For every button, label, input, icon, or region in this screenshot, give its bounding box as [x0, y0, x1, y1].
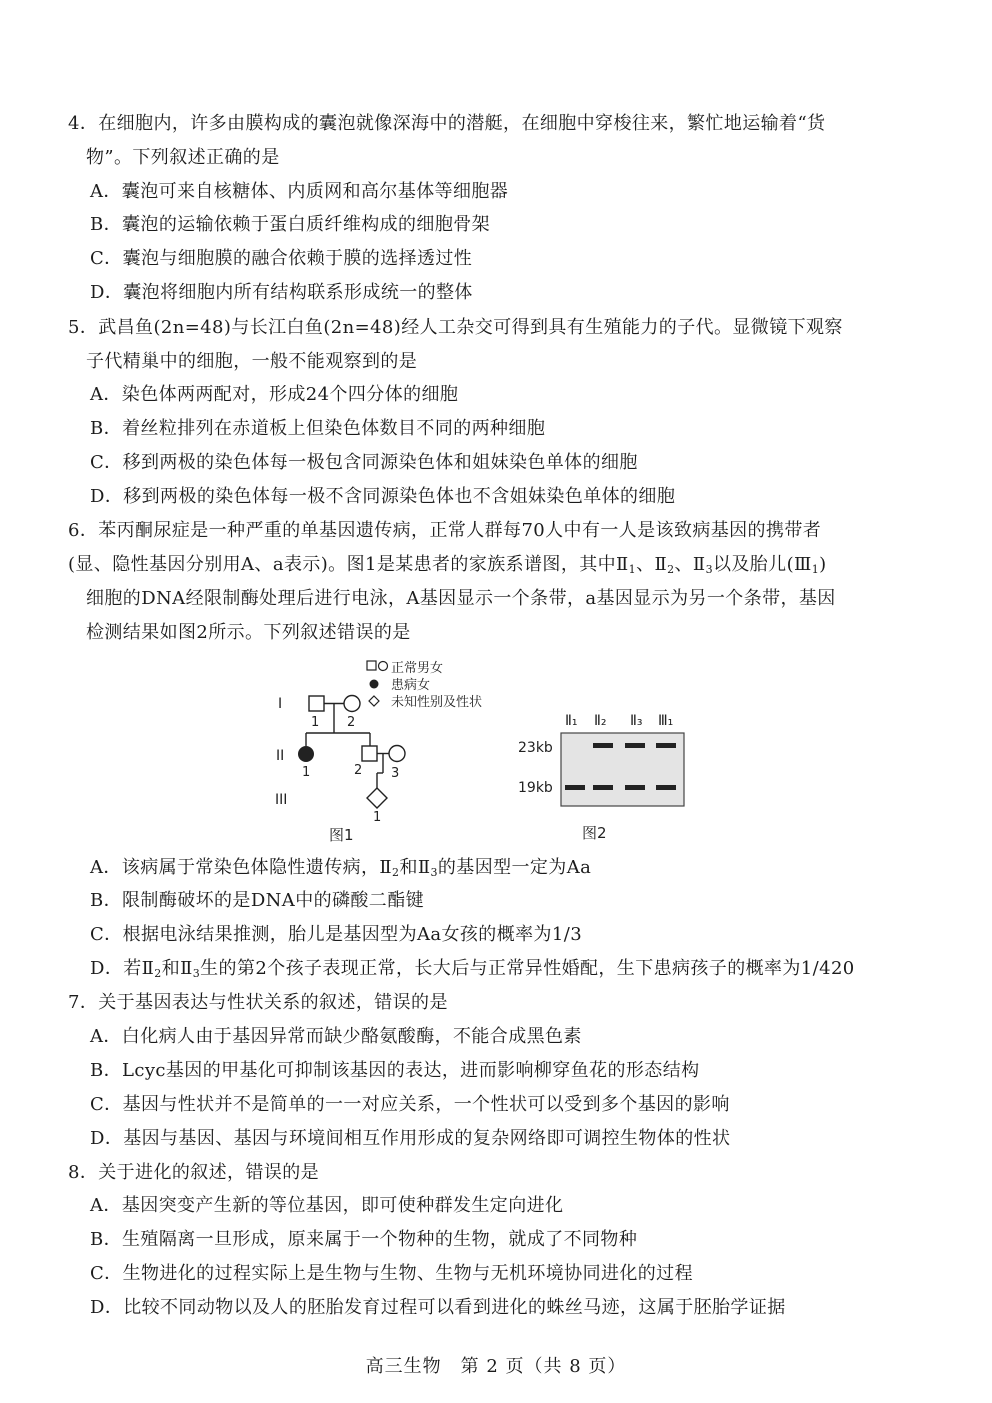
q5-stem-line2: 子代精巢中的细胞，一般不能观察到的是 — [86, 351, 418, 372]
band-size-23kb: 23kb — [518, 740, 553, 756]
pedigree-figure — [270, 658, 520, 848]
gen2-label-1: 1 — [302, 765, 311, 780]
page-footer: 高三生物 第 2 页（共 8 页） — [365, 1356, 627, 1377]
q6-stem-line1: 6．苯丙酮尿症是一种严重的单基因遗传病，正常人群每70人中有一人是该致病基因的携带者 — [68, 520, 822, 541]
band-19kb-II2 — [593, 785, 613, 790]
gen1-female-circle — [344, 696, 360, 712]
gen1-label-2: 2 — [347, 715, 356, 730]
band-23kb-II2 — [593, 743, 613, 748]
lane-label-II3: Ⅱ₃ — [630, 713, 643, 729]
figure2-caption: 图2 — [582, 824, 607, 842]
lane-label-II1: Ⅱ₁ — [565, 713, 578, 729]
gen1-label-1: 1 — [311, 715, 320, 730]
q7-stem: 7．关于基因表达与性状关系的叙述，错误的是 — [68, 992, 448, 1013]
band-19kb-II3 — [625, 785, 645, 790]
band-23kb-III1 — [656, 743, 676, 748]
q6-option-c: C．根据电泳结果推测，胎儿是基因型为Aa女孩的概率为1/3 — [90, 924, 583, 945]
figure1-caption: 图1 — [329, 826, 354, 844]
q8-option-c: C．生物进化的过程实际上是生物与生物、生物与无机环境协同进化的过程 — [90, 1263, 693, 1284]
q6-option-d: D．若$Ⅱ_2$和$Ⅱ_3$生的第2个孩子表现正常，长大后与正常异性婚配，生下患病孩子的概率为1/420 — [90, 958, 855, 980]
q6-stem-line3: 细胞的DNA经限制酶处理后进行电泳，A基因显示一个条带，a基因显示为另一个条带，基因 — [86, 588, 836, 609]
legend-unknown-label: 未知性别及性状 — [391, 695, 483, 710]
q6-option-a: A．该病属于常染色体隐性遗传病，$Ⅱ_2$和$Ⅱ_3$的基因型一定为Aa — [90, 857, 592, 879]
q7-option-b: B．Lcyc基因的甲基化可抑制该基因的表达，进而影响柳穿鱼花的形态结构 — [90, 1060, 700, 1081]
q5-option-a: A．染色体两两配对，形成24个四分体的细胞 — [90, 384, 459, 405]
gen2-affected-female-circle — [298, 746, 314, 762]
q4-option-b: B．囊泡的运输依赖于蛋白质纤维构成的细胞骨架 — [90, 214, 491, 235]
q5-option-d: D．移到两极的染色体每一极不含同源染色体也不含姐妹染色单体的细胞 — [90, 486, 676, 507]
band-size-19kb: 19kb — [518, 780, 553, 796]
gen1-male-square — [309, 696, 324, 711]
q4-option-c: C．囊泡与细胞膜的融合依赖于膜的选择透过性 — [90, 248, 473, 269]
q6-stem-line2: (显、隐性基因分别用A、a表示)。图1是某患者的家族系谱图，其中$Ⅱ_1$、$Ⅱ_2$、$Ⅱ_3$以及胎儿$(Ⅲ_1)$ — [68, 554, 827, 576]
lane-label-II2: Ⅱ₂ — [594, 713, 607, 729]
q8-option-b: B．生殖隔离一旦形成，原来属于一个物种的生物，就成了不同物种 — [90, 1229, 638, 1250]
q7-option-a: A．白化病人由于基因异常而缺少酪氨酸酶，不能合成黑色素 — [90, 1026, 582, 1047]
generation-label-2: II — [276, 748, 285, 764]
gen3-label-1: 1 — [373, 810, 382, 825]
q4-option-a: A．囊泡可来自核糖体、内质网和高尔基体等细胞器 — [90, 181, 509, 202]
gen3-unknown-diamond — [367, 788, 387, 808]
lane-label-III1: Ⅲ₁ — [658, 713, 674, 729]
q7-option-c: C．基因与性状并不是简单的一一对应关系，一个性状可以受到多个基因的影响 — [90, 1094, 730, 1115]
electrophoresis-figure — [510, 705, 690, 850]
q7-option-d: D．基因与基因、基因与环境间相互作用形成的复杂网络即可调控生物体的性状 — [90, 1128, 731, 1149]
gen2-label-3: 3 — [391, 766, 400, 781]
q8-option-a: A．基因突变产生新的等位基因，即可使种群发生定向进化 — [90, 1195, 564, 1216]
gen2-female-circle — [389, 746, 405, 762]
q5-stem-line1: 5．武昌鱼(2n=48)与长江白鱼(2n=48)经人工杂交可得到具有生殖能力的子代。显微镜下观察 — [68, 317, 843, 338]
q4-stem-line2: 物”。下列叙述正确的是 — [86, 147, 280, 168]
legend-square-icon — [367, 661, 376, 670]
q6-stem-line4: 检测结果如图2所示。下列叙述错误的是 — [86, 622, 411, 643]
legend-circle-icon — [379, 662, 388, 671]
q5-option-c: C．移到两极的染色体每一极包含同源染色体和姐妹染色单体的细胞 — [90, 452, 638, 473]
legend-diamond-icon — [369, 696, 379, 706]
band-19kb-III1 — [656, 785, 676, 790]
q4-option-d: D．囊泡将细胞内所有结构联系形成统一的整体 — [90, 282, 473, 303]
legend-affected-label: 患病女 — [391, 678, 431, 693]
q8-option-d: D．比较不同动物以及人的胚胎发育过程可以看到进化的蛛丝马迹，这属于胚胎学证据 — [90, 1297, 786, 1318]
band-19kb-II1 — [565, 785, 585, 790]
gen2-label-2: 2 — [354, 763, 363, 778]
q4-stem-line1: 4．在细胞内，许多由膜构成的囊泡就像深海中的潜艇，在细胞中穿梭往来，繁忙地运输着“货 — [68, 113, 826, 134]
q8-stem: 8．关于进化的叙述，错误的是 — [68, 1162, 320, 1183]
q6-option-b: B．限制酶破坏的是DNA中的磷酸二酯键 — [90, 890, 425, 911]
legend-filled-circle-icon — [370, 680, 379, 689]
q5-option-b: B．着丝粒排列在赤道板上但染色体数目不同的两种细胞 — [90, 418, 546, 439]
band-23kb-II3 — [625, 743, 645, 748]
gen2-male-square — [362, 746, 377, 761]
legend-normal-label: 正常男女 — [391, 661, 444, 676]
generation-label-3: III — [275, 792, 288, 808]
generation-label-1: I — [278, 696, 283, 712]
